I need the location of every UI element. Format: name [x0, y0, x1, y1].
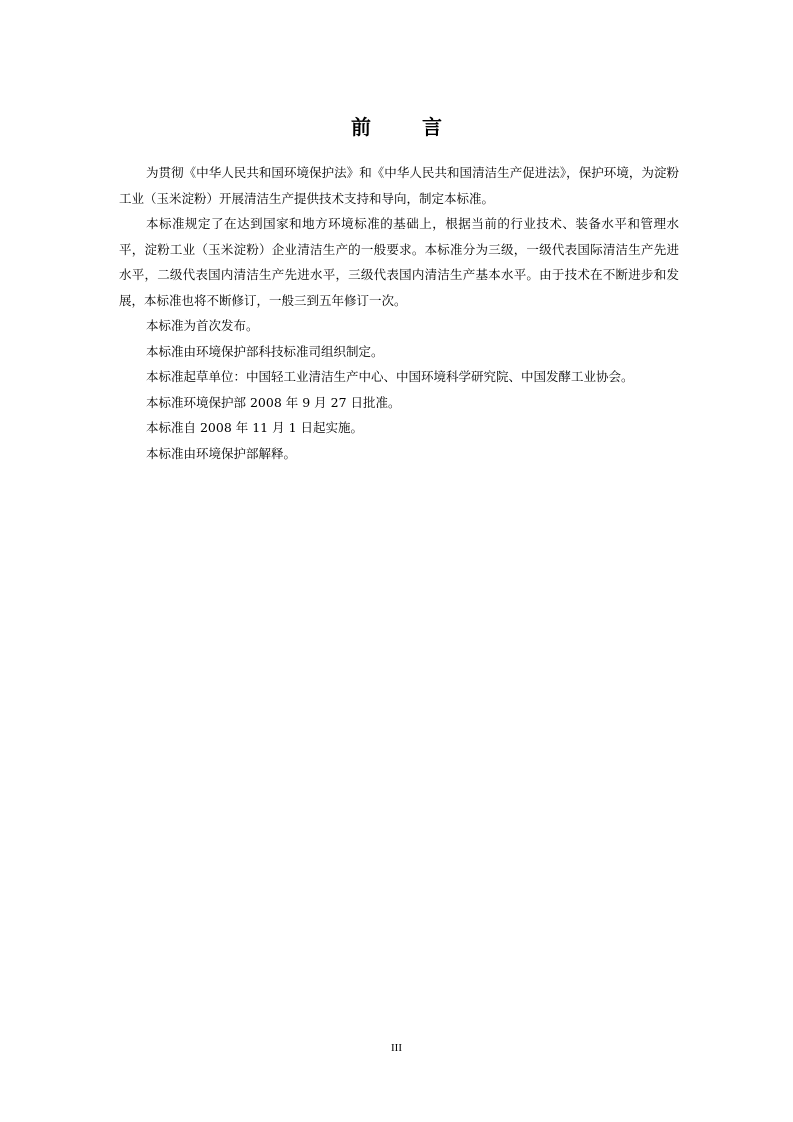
paragraph-scope: 本标准规定了在达到国家和地方环境标准的基础上，根据当前的行业技术、装备水平和管理水平，淀粉工业（玉米淀粉）企业清洁生产的一般要求。本标准分为三级，一级代表国际清洁生产先进水平，二级代表国内清洁生产先进水平，三级代表国内清洁生产基本水平。由于技术在不断进步和发展，本标准也将不断修订，一般三到五年修订一次。 — [119, 216, 679, 308]
page-number: III — [391, 1042, 402, 1054]
paragraph-interpretation: 本标准由环境保护部解释。 — [146, 445, 297, 461]
page-title: 前 言 — [351, 115, 464, 139]
paragraph-organizer: 本标准由环境保护部科技标准司组织制定。 — [146, 343, 384, 359]
foreword-body — [119, 160, 679, 466]
paragraph-first-release: 本标准为首次发布。 — [146, 318, 259, 333]
paragraph-drafting-units: 本标准起草单位：中国轻工业清洁生产中心、中国环境科学研究院、中国发酵工业协会。 — [146, 369, 634, 384]
paragraph-effective-date: 本标准自 2008 年 11 月 1 日起实施。 — [146, 420, 364, 435]
paragraph-purpose: 为贯彻《中华人民共和国环境保护法》和《中华人民共和国清洁生产促进法》，保护环境，为淀粉工业（玉米淀粉）开展清洁生产提供技术支持和导向，制定本标准。 — [119, 165, 679, 206]
paragraph-approval-date: 本标准环境保护部 2008 年 9 月 27 日批准。 — [146, 394, 401, 410]
